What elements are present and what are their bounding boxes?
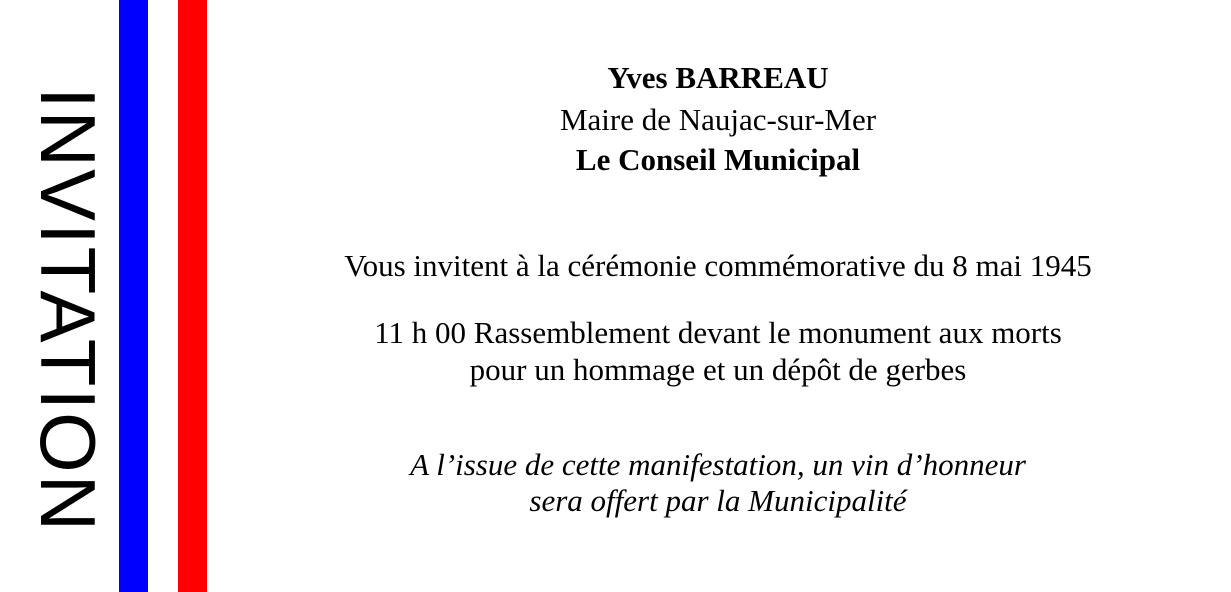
vertical-title [24,43,112,576]
program-line-1: 11 h 00 Rassemblement devant le monument aux morts [374,315,1062,350]
program-line-2: pour un hommage et un dépôt de gerbes [469,352,967,387]
vertical-title-text: INVITATION [24,86,112,533]
reception-line-2: sera offert par la Municipalité [529,483,907,518]
host-role: Maire de Naujac-sur-Mer [559,102,877,137]
host-name: Yves BARREAU [607,60,829,95]
invitation-text: Vous invitent à la cérémonie commémorative du 8 mai 1945 [344,248,1092,283]
blue-stripe [119,0,148,592]
council-name: Le Conseil Municipal [575,142,861,177]
red-stripe [178,0,207,592]
reception-line-1: A l’issue de cette manifestation, un vin d’honneur [410,447,1026,482]
invitation-content [220,0,1216,592]
